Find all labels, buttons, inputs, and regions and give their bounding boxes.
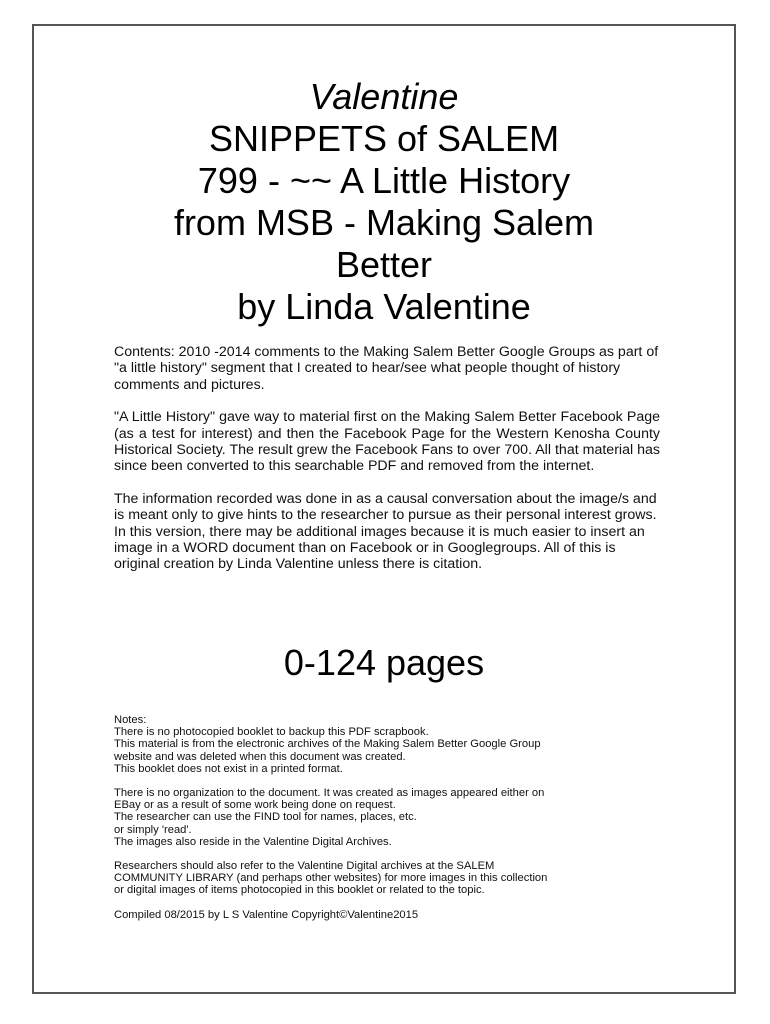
page-range-heading: 0-124 pages bbox=[283, 642, 485, 683]
notes-line: website and was deleted when this document was created. bbox=[114, 750, 406, 763]
notes-line: EBay or as a result of some work being done on request. bbox=[114, 799, 396, 812]
notes-line: There is no organization to the document. It was created as images appeared either on bbox=[114, 787, 545, 800]
compiled-copyright-line: Compiled 08/2015 by L S Valentine Copyright©Valentine2015 bbox=[114, 908, 419, 921]
notes-heading: Notes: bbox=[114, 714, 147, 726]
notes-line: or simply 'read'. bbox=[114, 823, 192, 836]
title-author-surname: Valentine bbox=[309, 76, 459, 117]
notes-line: or digital images of items photocopied in this booklet or related to the topic. bbox=[114, 884, 485, 897]
contents-section bbox=[114, 344, 660, 589]
contents-paragraph-3: The information recorded was done in as a causal conversation about the image/s and is meant only to give hints to the researcher to pursue as their personal interest grows. In this version, there may be additional images because it is much easier to insert an image in a WORD document than on Facebook or in Googlegroups. All of this is original creation by Linda Valentine unless there is citation. bbox=[114, 490, 657, 573]
notes-line: The researcher can use the FIND tool for names, places, etc. bbox=[114, 811, 417, 824]
notes-line: The images also reside in the Valentine Digital Archives. bbox=[114, 835, 392, 848]
notes-line: COMMUNITY LIBRARY (and perhaps other websites) for more images in this collection bbox=[114, 872, 548, 885]
notes-section bbox=[114, 714, 674, 921]
title-byline: by Linda Valentine bbox=[237, 286, 531, 327]
title-series: SNIPPETS of SALEM bbox=[208, 118, 560, 159]
notes-spacer bbox=[114, 848, 674, 860]
notes-line: This booklet does not exist in a printed format. bbox=[114, 762, 343, 775]
notes-line: Researchers should also refer to the Valentine Digital archives at the SALEM bbox=[114, 860, 495, 873]
notes-spacer bbox=[114, 775, 674, 787]
contents-paragraph-1: Contents: 2010 -2014 comments to the Making Salem Better Google Groups as part of "a little history" segment that I created to hear/see what people thought of history comments and pictures. bbox=[114, 344, 659, 393]
contents-paragraph-2: "A Little History" gave way to material first on the Making Salem Better Facebook Page (as a test for interest) and then the Facebook Page for the Western Kenosha County Historical Society. The result grew the Facebook Fans to over 700. All that material has since been converted to this searchable PDF and removed from the internet. bbox=[114, 409, 660, 475]
notes-line: There is no photocopied booklet to backup this PDF scrapbook. bbox=[114, 726, 429, 739]
document-title bbox=[34, 76, 734, 328]
document-page bbox=[32, 24, 736, 994]
title-source-line1: from MSB - Making Salem bbox=[173, 202, 595, 243]
title-volume: 799 - ~~ A Little History bbox=[197, 160, 571, 201]
notes-line: This material is from the electronic archives of the Making Salem Better Google Group bbox=[114, 738, 541, 751]
title-source-line2: Better bbox=[335, 244, 433, 285]
